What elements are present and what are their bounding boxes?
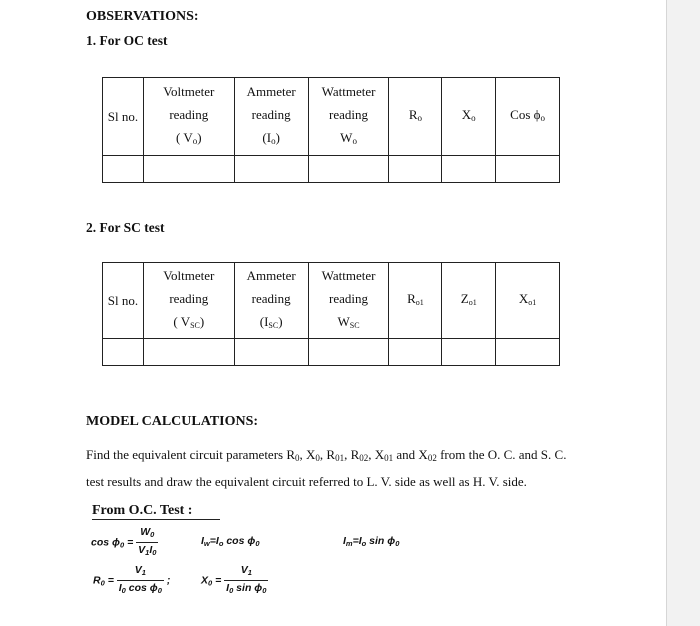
table-cell [496, 339, 560, 366]
from-oc-test-heading: From O.C. Test : [92, 503, 220, 520]
oc-test-heading: 1. For OC test [86, 33, 168, 48]
oc-data-row [103, 156, 560, 183]
instructions-paragraph: Find the equivalent circuit parameters $R_0$, $X_0$, $R_{01}$, $R_{02}$, $X_{01}$ and $X_{02}$ from the O. C. and S. C. test results and draw the equivalent circuit referred to L. V. side as well as H. V. side. [86, 447, 567, 489]
sc-col-z01: Zo1 [442, 263, 496, 339]
table-cell [143, 339, 234, 366]
x0-fraction: $\frac{V1}{\text{I0 sin ϕ0}}$ [226, 564, 267, 595]
table-cell [308, 339, 389, 366]
table-cell [442, 156, 496, 183]
cos-phi0-formula: cos ϕ0 = $\frac{W0}{V1I0}$ [91, 525, 158, 560]
table-cell [234, 339, 308, 366]
table-cell [389, 156, 442, 183]
sc-test-table [102, 262, 560, 366]
r0-formula: R0 = $\frac{V1}{\text{I0 cos ϕ0}}$ ; [93, 563, 170, 598]
table-cell [442, 339, 496, 366]
sc-col-wattmeter: Wattmeter reading WSC [308, 263, 389, 339]
oc-header-row [103, 78, 560, 156]
table-cell [496, 156, 560, 183]
im-formula: Im=Io sin ϕ0 [343, 535, 400, 548]
oc-col-voltmeter: Voltmeter reading ( $V_o$) [143, 78, 234, 156]
cos-phi0-fraction: $\frac{W0}{V1I0}$ [138, 526, 157, 557]
r0-fraction: $\frac{V1}{\text{I0 cos ϕ0}}$ [118, 564, 162, 595]
table-cell [143, 156, 234, 183]
oc-col-sl-no: Sl no. [103, 78, 144, 156]
iw-formula: Iw=Io cos ϕ0 [201, 535, 260, 548]
x0-formula: X0 = $\frac{V1}{\text{I0 sin ϕ0}}$ [201, 563, 268, 598]
table-cell [234, 156, 308, 183]
sc-col-sl-no: Sl no. [103, 263, 144, 339]
oc-col-cos-phi0: Cos $\phi_o$ [496, 78, 560, 156]
model-calculations-heading: MODEL CALCULATIONS: [86, 414, 259, 429]
sc-col-voltmeter: Voltmeter reading ( VSC) [143, 263, 234, 339]
sc-col-x01: Xo1 [496, 263, 560, 339]
oc-test-table [102, 77, 560, 183]
sc-col-r01: Ro1 [389, 263, 442, 339]
oc-col-r0: $R_o$ [389, 78, 442, 156]
table-cell [389, 339, 442, 366]
sc-col-ammeter: Ammeter reading (ISC) [234, 263, 308, 339]
oc-col-ammeter: Ammeter reading $(I_o)$ [234, 78, 308, 156]
sc-data-row [103, 339, 560, 366]
sc-header-row [103, 263, 560, 339]
table-cell [103, 156, 144, 183]
page-edge [666, 0, 667, 626]
sc-test-heading: 2. For SC test [86, 220, 165, 235]
table-cell [308, 156, 389, 183]
oc-col-wattmeter: Wattmeter reading $W_o$ [308, 78, 389, 156]
oc-col-x0: $X_o$ [442, 78, 496, 156]
observations-heading: OBSERVATIONS: [86, 9, 199, 24]
table-cell [103, 339, 144, 366]
